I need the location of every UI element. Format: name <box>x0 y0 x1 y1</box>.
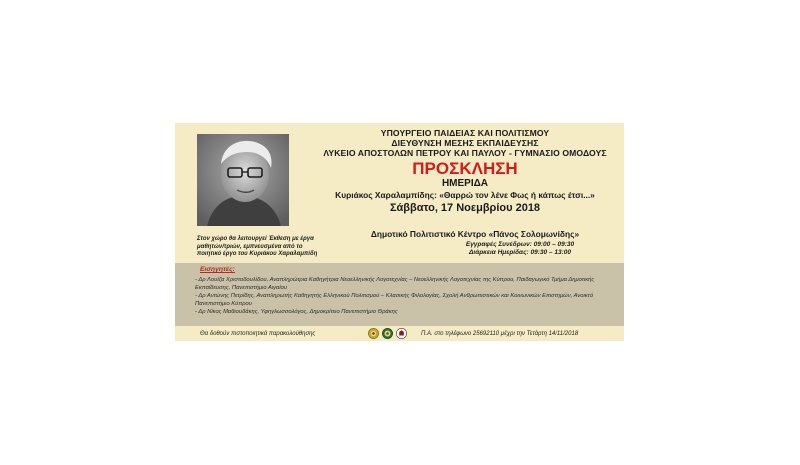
event-duration: Διάρκεια Ημερίδας: 09:30 – 13:00 <box>469 249 571 256</box>
invitation-footer <box>175 326 624 341</box>
speakers-list <box>195 276 615 316</box>
school-logo <box>382 328 393 339</box>
event-type: ΗΜΕΡΙΔΑ <box>441 178 489 189</box>
speakers-section <box>175 263 624 326</box>
event-theme: Κυριάκος Χαραλαμπίδης: «Θαρρώ τον λένε Φως ή κάπως έτσι...» <box>335 190 595 200</box>
exhibit-note: Στον χώρο θα λειτουργεί Έκθεση με έργα μαθητών/τριών, εμπνευσμένα από το ποιητικό έργο του Κυριάκου Χαραλαμπίδη <box>197 236 318 257</box>
portrait-photo <box>197 134 289 226</box>
event-times <box>425 241 615 257</box>
invitation-header <box>315 128 615 215</box>
speaker-item: - Δρ Νίκος Μαθιουδάκης, Υφηγλωσσολόγος, Δημοκρίτειο Πανεπιστήμιο Θράκης <box>195 309 398 315</box>
ministry-logo <box>396 328 407 339</box>
school-name: ΛΥΚΕΙΟ ΑΠΟΣΤΟΛΩΝ ΠΕΤΡΟΥ ΚΑΙ ΠΑΥΛΟΥ - ΓΥΜΝΑΣΙΟ ΟΜΟΔΟΥΣ <box>323 148 607 158</box>
speaker-item: - Δρ Λουίζα Χριστοδουλίδου, Αναπληρώτρια Καθηγήτρια Νεοελληνικής Λογοτεχνίας – Νεοελληνικής Λογοτεχνίας της Κύπρου, Παιδαγωγικό Τμήμα Δημοτικής Εκπαίδευσης, Πανεπιστήμιο Αιγαίου <box>195 277 595 291</box>
rsvp-info: Π.Α. στο τηλέφωνο 25692110 μέχρι την Τετάρτη 14/11/2018 <box>421 331 579 337</box>
speaker-item: - Δρ Αντώνης Πετρίδης, Αναπληρωτής Καθηγητής Ελληνικού Πολιτισμού – Κλασικής Φιλολογίας, Σχολή Ανθρωπιστικών και Κοινωνικών Επιστημών, Ανοικτό Πανεπιστήμιο Κύπρου <box>195 293 594 307</box>
certificate-note: Θα δοθούν πιστοποιητικά παρακολούθησης <box>200 331 316 337</box>
speakers-heading: Εισηγητές: <box>200 266 235 273</box>
invitation-card <box>175 123 624 341</box>
cyprus-emblem-logo <box>368 328 379 339</box>
event-date: Σάββατο, 17 Νοεμβρίου 2018 <box>389 202 541 214</box>
ministry-name: ΥΠΟΥΡΓΕΙΟ ΠΑΙΔΕΙΑΣ ΚΑΙ ΠΟΛΙΤΙΣΜΟΥ <box>380 128 550 138</box>
event-venue: Δημοτικό Πολιτιστικό Κέντρο «Πάνος Σολομωνίδης» <box>370 229 580 239</box>
registration-time: Εγγραφές Συνέδρων: 09:00 – 09:30 <box>465 241 575 248</box>
invitation-title: ΠΡΟΣΚΛΗΣΗ <box>412 159 518 178</box>
directorate-name: ΔΙΕΥΘΥΝΣΗ ΜΕΣΗΣ ΕΚΠΑΙΔΕΥΣΗΣ <box>391 138 539 148</box>
